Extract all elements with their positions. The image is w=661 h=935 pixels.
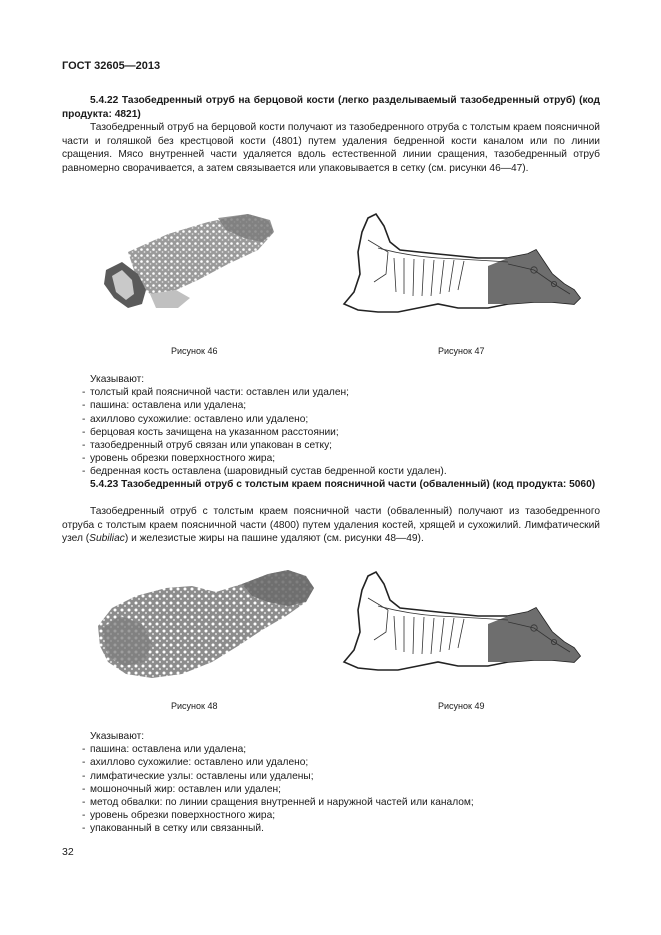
- list-2-item: - метод обвалки: по линии сращения внутренней и наружной частей или каналом;: [62, 796, 600, 809]
- figure-46-caption: Рисунок 46: [171, 346, 218, 356]
- list-1-item: - уровень обрезки поверхностного жира;: [62, 452, 600, 465]
- list-1-item: - ахиллово сухожилие: оставлено или удалено;: [62, 413, 600, 426]
- list-1-item: - берцовая кость зачищена на указанном расстоянии;: [62, 426, 600, 439]
- list-1-item: - бедренная кость оставлена (шаровидный сустав бедренной кости удален).: [62, 465, 600, 478]
- list-2-item: - ахиллово сухожилие: оставлено или удалено;: [62, 756, 600, 769]
- list-2-item: - мошоночный жир: оставлен или удален;: [62, 783, 600, 796]
- section-body-5060: [62, 505, 600, 546]
- list-1-item: - пашина: оставлена или удалена;: [62, 399, 600, 412]
- list-2-item: - упакованный в сетку или связанный.: [62, 822, 600, 835]
- page-number: 32: [62, 846, 74, 858]
- figure-47-caption: Рисунок 47: [438, 346, 485, 356]
- figure-46-photo: [98, 212, 288, 314]
- figure-47-diagram: [338, 212, 588, 316]
- list-1-item: - тазобедренный отруб связан или упакован в сетку;: [62, 439, 600, 452]
- section-body-5060-italic: Subiliac: [89, 533, 125, 544]
- section-title-4821: 5.4.22 Тазобедренный отруб на берцовой кости (легко разделываемый тазобедренный отруб) (код продукта: 4821): [62, 95, 600, 120]
- section-body-5060-part1: Тазобедренный отруб с толстым краем поясничной части (обваленный) получают из тазобедренного отруба с толстым краем поясничной части (4800) путем удаления костей, хрящей и сухожилий. Лимфатический узел (: [62, 506, 600, 544]
- list-1-item: - толстый край поясничной части: оставлен или удален;: [62, 386, 600, 399]
- figure-48-photo: [92, 566, 324, 682]
- document-header: ГОСТ 32605—2013: [62, 60, 161, 72]
- figure-49-caption: Рисунок 49: [438, 701, 485, 711]
- section-body-4821: Тазобедренный отруб на берцовой кости получают из тазобедренного отруба с толстым краем поясничной части и голяшкой без крестцовой кости (4801) путем удаления бедренной кости каналом или по линии сращения. Мясо внутренней части удаляется вдоль естественной линии сращения, тазобедренный отруб равномерно сворачивается, а затем связывается или упаковывается в сетку (см. рисунки 46—47).: [62, 122, 600, 174]
- figure-48-caption: Рисунок 48: [171, 701, 218, 711]
- list-1: [62, 373, 600, 479]
- list-2-item: - уровень обрезки поверхностного жира;: [62, 809, 600, 822]
- section-body-5060-part2: ) и железистые жиры на пашине удаляют (см. рисунки 48—49).: [124, 533, 424, 544]
- list-2: [62, 730, 600, 836]
- list-2-item: - лимфатические узлы: оставлены или удалены;: [62, 770, 600, 783]
- figure-49-diagram: [338, 570, 588, 674]
- section-title-5060: 5.4.23 Тазобедренный отруб с толстым краем поясничной части (обваленный) (код продукта: 5060): [90, 479, 596, 490]
- list-1-title: Указывают:: [90, 374, 145, 385]
- list-2-title: Указывают:: [90, 731, 145, 742]
- list-2-item: - пашина: оставлена или удалена;: [62, 743, 600, 756]
